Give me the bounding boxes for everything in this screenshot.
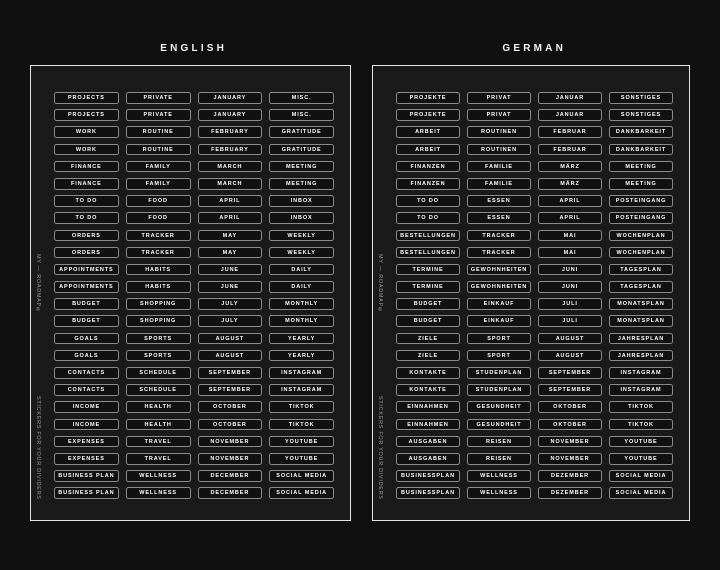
sticker: TRACKER: [467, 247, 531, 259]
sticker: SOCIAL MEDIA: [269, 470, 334, 482]
sticker: JULI: [538, 315, 602, 327]
sticker: ARBEIT: [396, 144, 460, 156]
sticker: DAILY: [269, 264, 334, 276]
sticker: FOOD: [126, 195, 191, 207]
sticker: WELLNESS: [126, 487, 191, 499]
sticker-row: [54, 281, 334, 293]
sticker: INSTAGRAM: [609, 367, 673, 379]
sticker: FAMILIE: [467, 161, 531, 173]
sticker: OCTOBER: [198, 401, 263, 413]
sticker: TRACKER: [126, 230, 191, 242]
sticker-row: [396, 401, 673, 413]
sticker-row: [396, 144, 673, 156]
sticker: GESUNDHEIT: [467, 419, 531, 431]
sticker-row: [54, 384, 334, 396]
sticker-row: [54, 247, 334, 259]
sticker: MISC.: [269, 92, 334, 104]
sticker: ESSEN: [467, 195, 531, 207]
sticker: AUSGABEN: [396, 453, 460, 465]
sticker: CONTACTS: [54, 367, 119, 379]
sticker: MISC.: [269, 109, 334, 121]
sticker: ORDERS: [54, 230, 119, 242]
sticker: JANUAR: [538, 109, 602, 121]
sheet-title-english: ENGLISH: [160, 43, 228, 54]
sticker: FEBRUARY: [198, 126, 263, 138]
sticker-row: [54, 298, 334, 310]
sticker: GESUNDHEIT: [467, 401, 531, 413]
sticker: FEBRUARY: [198, 144, 263, 156]
sheet-title-german: GERMAN: [502, 43, 567, 54]
sticker: SPORT: [467, 333, 531, 345]
sticker: BUSINESS PLAN: [54, 487, 119, 499]
sticker: SCHEDULE: [126, 384, 191, 396]
sticker: APRIL: [538, 195, 602, 207]
sticker-row: [54, 453, 334, 465]
sticker: INBOX: [269, 195, 334, 207]
sticker-row: [396, 109, 673, 121]
sticker: OCTOBER: [198, 419, 263, 431]
sticker: EXPENSES: [54, 453, 119, 465]
sticker: YOUTUBE: [269, 436, 334, 448]
sticker: TAGESPLAN: [609, 264, 673, 276]
sticker: PRIVAT: [467, 109, 531, 121]
sticker: ROUTINE: [126, 144, 191, 156]
sticker-row: [396, 298, 673, 310]
sticker-row: [396, 247, 673, 259]
sticker-row: [396, 419, 673, 431]
sticker-row: [396, 350, 673, 362]
sticker: SEPTEMBER: [538, 384, 602, 396]
sticker: TIKTOK: [609, 401, 673, 413]
sticker: SEPTEMBER: [538, 367, 602, 379]
sticker-row: [54, 144, 334, 156]
sticker: INBOX: [269, 212, 334, 224]
sticker: KONTAKTE: [396, 367, 460, 379]
sticker: ZIELE: [396, 350, 460, 362]
sticker-row: [54, 212, 334, 224]
sticker: FOOD: [126, 212, 191, 224]
sticker-row: [54, 178, 334, 190]
sticker: TERMINE: [396, 264, 460, 276]
sticker: MÄRZ: [538, 178, 602, 190]
sticker-row: [396, 281, 673, 293]
sticker-row: [54, 195, 334, 207]
sticker: OKTOBER: [538, 419, 602, 431]
sticker: TIKTOK: [269, 401, 334, 413]
sticker: MAY: [198, 247, 263, 259]
sticker: WORK: [54, 126, 119, 138]
sticker-row: [396, 333, 673, 345]
sticker: EINNAHMEN: [396, 401, 460, 413]
sticker: WORK: [54, 144, 119, 156]
sticker: HABITS: [126, 264, 191, 276]
sticker: JULY: [198, 298, 263, 310]
sticker: BUDGET: [396, 298, 460, 310]
sticker-row: [396, 384, 673, 396]
sticker: MAI: [538, 230, 602, 242]
sticker: ROUTINEN: [467, 126, 531, 138]
sticker: YOUTUBE: [609, 436, 673, 448]
sticker-row: [54, 161, 334, 173]
sticker: MAY: [198, 230, 263, 242]
sticker: ROUTINE: [126, 126, 191, 138]
sticker: BUDGET: [54, 298, 119, 310]
sticker: POSTEINGANG: [609, 212, 673, 224]
sticker: APRIL: [538, 212, 602, 224]
sticker: FEBRUAR: [538, 126, 602, 138]
sticker: BESTELLUNGEN: [396, 230, 460, 242]
tagline-side-text: STICKERS FOR YOUR DIVIDERS: [35, 396, 41, 500]
sticker: PRIVATE: [126, 109, 191, 121]
sticker-grid-english: [54, 92, 334, 499]
sticker: SPORTS: [126, 333, 191, 345]
sticker: MONATSPLAN: [609, 298, 673, 310]
sticker: JANUARY: [198, 109, 263, 121]
sticker: JAHRESPLAN: [609, 333, 673, 345]
sticker: CONTACTS: [54, 384, 119, 396]
sticker: EINKAUF: [467, 315, 531, 327]
sticker-row: [54, 315, 334, 327]
sticker: APRIL: [198, 212, 263, 224]
sticker: BUDGET: [396, 315, 460, 327]
sticker: GRATITUDE: [269, 144, 334, 156]
sticker: HEALTH: [126, 419, 191, 431]
sticker-row: [54, 367, 334, 379]
sticker: DAILY: [269, 281, 334, 293]
sticker: JULY: [198, 315, 263, 327]
sticker: GOALS: [54, 350, 119, 362]
sticker: ZIELE: [396, 333, 460, 345]
sticker: JUNE: [198, 281, 263, 293]
sticker: FINANCE: [54, 178, 119, 190]
sticker: NOVEMBER: [538, 453, 602, 465]
sticker: MEETING: [269, 161, 334, 173]
sticker-row: [396, 161, 673, 173]
sticker: YOUTUBE: [269, 453, 334, 465]
sticker: INCOME: [54, 419, 119, 431]
sticker: JAHRESPLAN: [609, 350, 673, 362]
sticker: WEEKLY: [269, 230, 334, 242]
sticker: INSTAGRAM: [269, 367, 334, 379]
sticker: DECEMBER: [198, 470, 263, 482]
sticker: AUSGABEN: [396, 436, 460, 448]
sticker: JANUARY: [198, 92, 263, 104]
sticker: MARCH: [198, 161, 263, 173]
sticker: NOVEMBER: [198, 436, 263, 448]
sticker: TIKTOK: [609, 419, 673, 431]
sticker: BUSINESS PLAN: [54, 470, 119, 482]
sticker: APPOINTMENTS: [54, 281, 119, 293]
sticker: BESTELLUNGEN: [396, 247, 460, 259]
sticker-row: [396, 126, 673, 138]
sticker: GOALS: [54, 333, 119, 345]
sticker: STUDENPLAN: [467, 384, 531, 396]
sticker: REISEN: [467, 453, 531, 465]
sticker: FEBRUAR: [538, 144, 602, 156]
sticker: MÄRZ: [538, 161, 602, 173]
sticker: SPORTS: [126, 350, 191, 362]
sticker: BUDGET: [54, 315, 119, 327]
sticker-row: [54, 350, 334, 362]
sticker: WELLNESS: [126, 470, 191, 482]
sticker: YOUTUBE: [609, 453, 673, 465]
brand-side-text: MY — ROADMAP®: [377, 254, 383, 314]
sticker: HEALTH: [126, 401, 191, 413]
sticker: EINKAUF: [467, 298, 531, 310]
sticker: SHOPPING: [126, 298, 191, 310]
sticker: BUSINESSPLAN: [396, 470, 460, 482]
sticker-row: [396, 436, 673, 448]
sticker: BUSINESSPLAN: [396, 487, 460, 499]
sticker: SOCIAL MEDIA: [609, 487, 673, 499]
sticker: JANUAR: [538, 92, 602, 104]
sticker: FAMILY: [126, 178, 191, 190]
sticker: DANKBARKEIT: [609, 126, 673, 138]
sticker: PROJEKTE: [396, 92, 460, 104]
sticker: INCOME: [54, 401, 119, 413]
sticker: DEZEMBER: [538, 487, 602, 499]
sticker: NOVEMBER: [198, 453, 263, 465]
sticker: FAMILY: [126, 161, 191, 173]
sticker-row: [54, 264, 334, 276]
sticker: JULI: [538, 298, 602, 310]
sticker: ROUTINEN: [467, 144, 531, 156]
sticker: ORDERS: [54, 247, 119, 259]
sticker: TRACKER: [467, 230, 531, 242]
sticker: DECEMBER: [198, 487, 263, 499]
sticker: DEZEMBER: [538, 470, 602, 482]
sticker: ARBEIT: [396, 126, 460, 138]
sheet-german: [372, 65, 690, 521]
sticker: TAGESPLAN: [609, 281, 673, 293]
sticker: SHOPPING: [126, 315, 191, 327]
sticker-row: [396, 230, 673, 242]
sticker: POSTEINGANG: [609, 195, 673, 207]
sticker: NOVEMBER: [538, 436, 602, 448]
sticker: SCHEDULE: [126, 367, 191, 379]
sticker-row: [54, 470, 334, 482]
sticker: TO DO: [54, 212, 119, 224]
sticker-row: [396, 178, 673, 190]
sticker: JUNE: [198, 264, 263, 276]
sticker: TIKTOK: [269, 419, 334, 431]
sticker: PROJECTS: [54, 92, 119, 104]
sticker: WOCHENPLAN: [609, 230, 673, 242]
sticker: SONSTIGES: [609, 109, 673, 121]
sticker: KONTAKTE: [396, 384, 460, 396]
sticker: YEARLY: [269, 333, 334, 345]
sticker: GEWOHNHEITEN: [467, 281, 531, 293]
sticker: EINNAHMEN: [396, 419, 460, 431]
sticker: TRAVEL: [126, 453, 191, 465]
sticker: PRIVAT: [467, 92, 531, 104]
sticker-row: [54, 401, 334, 413]
sticker: FAMILIE: [467, 178, 531, 190]
sticker: WELLNESS: [467, 470, 531, 482]
sticker: INSTAGRAM: [269, 384, 334, 396]
sticker-row: [54, 333, 334, 345]
sticker: TRAVEL: [126, 436, 191, 448]
sticker: APPOINTMENTS: [54, 264, 119, 276]
sticker-row: [54, 487, 334, 499]
sticker-row: [54, 126, 334, 138]
sticker-row: [396, 453, 673, 465]
sticker: SEPTEMBER: [198, 384, 263, 396]
sticker: MEETING: [609, 178, 673, 190]
sticker: WOCHENPLAN: [609, 247, 673, 259]
sticker-row: [54, 109, 334, 121]
sticker-row: [396, 367, 673, 379]
sticker: SPORT: [467, 350, 531, 362]
sticker: HABITS: [126, 281, 191, 293]
sticker-row: [54, 436, 334, 448]
sticker: SONSTIGES: [609, 92, 673, 104]
sticker: GEWOHNHEITEN: [467, 264, 531, 276]
sticker-grid-german: [396, 92, 673, 499]
sticker: TO DO: [54, 195, 119, 207]
sticker-row: [396, 264, 673, 276]
sticker: MONTHLY: [269, 298, 334, 310]
sticker: EXPENSES: [54, 436, 119, 448]
sticker: MAI: [538, 247, 602, 259]
sticker: FINANCE: [54, 161, 119, 173]
sticker: FINANZEN: [396, 178, 460, 190]
sticker: YEARLY: [269, 350, 334, 362]
sheet-english: [30, 65, 351, 521]
sticker-row: [54, 230, 334, 242]
sticker: ESSEN: [467, 212, 531, 224]
sticker: MARCH: [198, 178, 263, 190]
sticker-row: [396, 195, 673, 207]
sticker: JUNI: [538, 264, 602, 276]
sticker-row: [396, 487, 673, 499]
sticker: WELLNESS: [467, 487, 531, 499]
sticker-row: [54, 419, 334, 431]
sticker: TO DO: [396, 195, 460, 207]
sticker: MONATSPLAN: [609, 315, 673, 327]
sticker: SOCIAL MEDIA: [609, 470, 673, 482]
sticker: AUGUST: [198, 333, 263, 345]
sticker: APRIL: [198, 195, 263, 207]
tagline-side-text: STICKERS FOR YOUR DIVIDERS: [377, 396, 383, 500]
sticker-row: [396, 315, 673, 327]
sticker: PROJECTS: [54, 109, 119, 121]
sticker: MONTHLY: [269, 315, 334, 327]
sticker-row: [54, 92, 334, 104]
sticker: INSTAGRAM: [609, 384, 673, 396]
sticker: FINANZEN: [396, 161, 460, 173]
sticker: SOCIAL MEDIA: [269, 487, 334, 499]
sticker: STUDENPLAN: [467, 367, 531, 379]
sticker: MEETING: [269, 178, 334, 190]
sticker: SEPTEMBER: [198, 367, 263, 379]
sticker: PROJEKTE: [396, 109, 460, 121]
sticker: OKTOBER: [538, 401, 602, 413]
sticker-row: [396, 212, 673, 224]
sticker-row: [396, 470, 673, 482]
sticker: AUGUST: [538, 350, 602, 362]
sticker-row: [396, 92, 673, 104]
sticker: JUNI: [538, 281, 602, 293]
sticker: DANKBARKEIT: [609, 144, 673, 156]
sticker: AUGUST: [198, 350, 263, 362]
sticker: MEETING: [609, 161, 673, 173]
sticker: REISEN: [467, 436, 531, 448]
sticker: TERMINE: [396, 281, 460, 293]
sticker: TO DO: [396, 212, 460, 224]
sticker: TRACKER: [126, 247, 191, 259]
sticker: AUGUST: [538, 333, 602, 345]
sticker: PRIVATE: [126, 92, 191, 104]
sticker: WEEKLY: [269, 247, 334, 259]
sticker: GRATITUDE: [269, 126, 334, 138]
brand-side-text: MY — ROADMAP®: [35, 254, 41, 314]
